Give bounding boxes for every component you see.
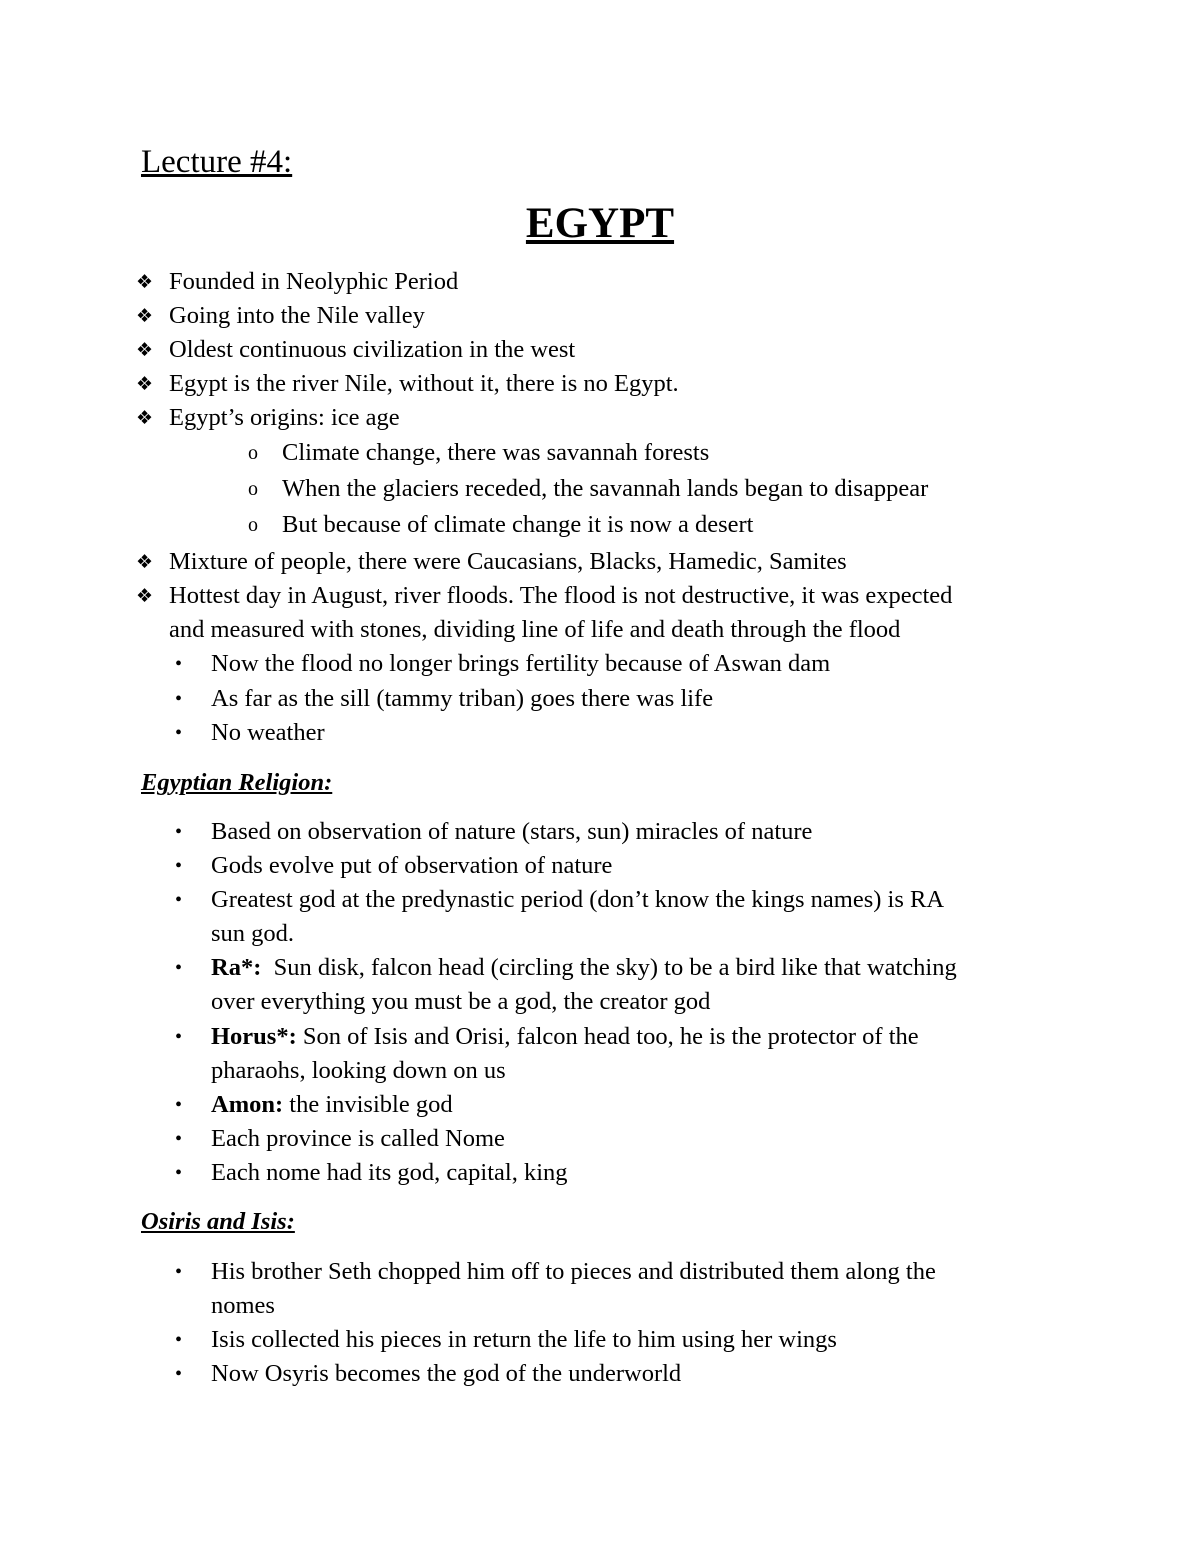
bullet-icon: •: [175, 1128, 183, 1150]
circle-bullet-icon: o: [248, 514, 258, 536]
list-item-continuation: pharaohs, looking down on us: [211, 1057, 506, 1084]
bullet-icon: •: [175, 855, 183, 877]
bullet-icon: •: [175, 821, 183, 843]
bullet-icon: •: [175, 722, 183, 744]
bullet-icon: •: [175, 1162, 183, 1184]
bullet-icon: •: [175, 1094, 183, 1116]
bullet-icon: •: [175, 957, 183, 979]
circle-bullet-icon: o: [248, 442, 258, 464]
bullet-icon: •: [175, 1261, 183, 1283]
list-item-continuation: and measured with stones, dividing line of life and death through the flood: [169, 616, 901, 643]
bullet-icon: •: [175, 688, 183, 710]
diamond-bullet-icon: ❖: [136, 373, 154, 395]
diamond-bullet-icon: ❖: [136, 305, 154, 327]
list-item-continuation: nomes: [211, 1292, 275, 1319]
list-item-continuation: sun god.: [211, 920, 295, 947]
diamond-bullet-icon: ❖: [136, 407, 154, 429]
term-label: Horus*:: [211, 1023, 297, 1050]
page-title: EGYPT: [525, 200, 675, 247]
term-label: Amon:: [211, 1091, 284, 1118]
bullet-icon: •: [175, 1329, 183, 1351]
bullet-icon: •: [175, 1363, 183, 1385]
bullet-icon: •: [175, 889, 183, 911]
term-label: Ra*:: [211, 954, 262, 981]
diamond-bullet-icon: ❖: [136, 339, 154, 361]
bullet-icon: •: [175, 1026, 183, 1048]
list-item-continuation: over everything you must be a god, the creator god: [211, 988, 711, 1015]
section-heading-religion: Egyptian Religion:: [141, 769, 333, 796]
document-page: Lecture #4: EGYPT ❖ Founded in Neolyphic Period ❖ Going into the Nile valley ❖ Oldest continuous civilization in the west ❖ Egypt is the river Nile, without it, there is no Egypt. ❖ Egypt’s origins: ice age o Climate change, there was savannah forests o When the glaciers receded, the savannah lands began to disappear o But because of climate change it is now a desert ❖ Mixture of people, there were Caucasians, Blacks, Hamedic, Samites ❖ Hottest day in August, river floods. The flood is not destructive, it was expected and measured with stones, dividing line of life and death through the flood • Now the flood no longer brings fertility because of Aswan dam • As far as the sill (tammy triban) goes there was life • No weather Egyptian Religion: • Based on observation of nature (stars, sun) miracles of nature • Gods evolve put of observation of nature • Greatest god at the predynastic period (don’t know the kings names) is RA sun god. • Ra*: Sun disk, falcon head (circling the sky) to be a bird like that watching over everything you must be a god, the creator god • Horus*: Son of Isis and Orisi, falcon head too, he is the protector of the pharaohs, looking down on us • Amon: the invisible god • Each province is called Nome • Each nome had its god, capital, king Osiris and Isis: • His brother Seth chopped him off to pieces and distributed them along the nomes • Isis collected his pieces in return the life to him using her wings • Now Osyris becomes the god of the underworld: [0, 0, 1200, 1553]
bullet-icon: •: [175, 653, 183, 675]
diamond-bullet-icon: ❖: [136, 271, 154, 293]
diamond-bullet-icon: ❖: [136, 551, 154, 573]
circle-bullet-icon: o: [248, 478, 258, 500]
section-heading-osiris: Osiris and Isis:: [141, 1208, 295, 1235]
diamond-bullet-icon: ❖: [136, 585, 154, 607]
lecture-heading: Lecture #4:: [141, 144, 293, 180]
